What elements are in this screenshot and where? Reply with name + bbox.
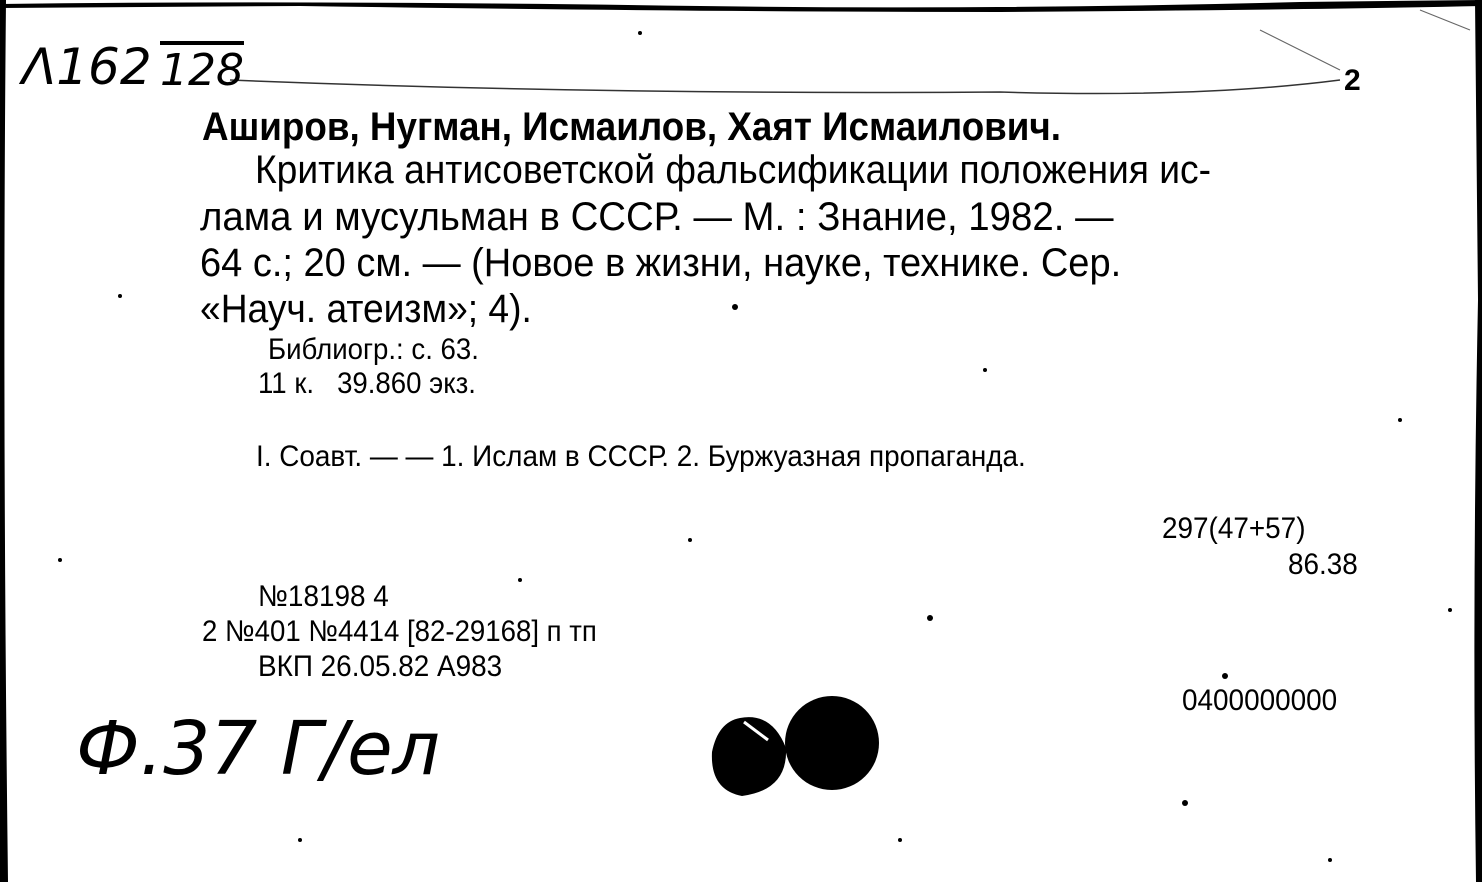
- description-line-4: «Науч. атеизм»; 4).: [200, 287, 532, 331]
- price-and-print-run: 11 к. 39.860 экз.: [258, 367, 476, 400]
- classification-subcode: 86.38: [1288, 548, 1358, 581]
- bibliography-note: Библиогр.: с. 63.: [268, 333, 479, 366]
- classification-code: 297(47+57): [1162, 512, 1306, 545]
- handwritten-index-number: 128: [160, 45, 244, 96]
- catalog-number-2: 2 №401 №4414 [82-29168] п тп: [202, 615, 597, 648]
- subject-headings: I. Соавт. — — 1. Ислам в СССР. 2. Буржуазная пропаганда.: [256, 440, 1026, 473]
- author-heading: Аширов, Нугман, Исмаилов, Хаят Исмаилович.: [202, 105, 1062, 149]
- card-number: 2: [1344, 64, 1361, 97]
- punch-hole-left: [712, 717, 786, 796]
- catalog-number-3: ВКП 26.05.82 А983: [258, 650, 503, 683]
- handwritten-shelf-mark: Λ162: [22, 38, 152, 96]
- description-line-3: 64 с.; 20 см. — (Новое в жизни, науке, технике. Сер.: [200, 241, 1122, 285]
- description-line-1: Критика антисоветской фальсификации положения ис-: [255, 148, 1212, 192]
- punch-hole-right: [785, 696, 879, 790]
- catalog-code-number: 0400000000: [1182, 684, 1338, 717]
- description-line-2: лама и мусульман в СССР. — М. : Знание, 1982. —: [200, 195, 1114, 239]
- handwritten-location-code: Ф.37 Г/ел: [76, 706, 440, 792]
- catalog-number-1: №18198 4: [258, 580, 389, 613]
